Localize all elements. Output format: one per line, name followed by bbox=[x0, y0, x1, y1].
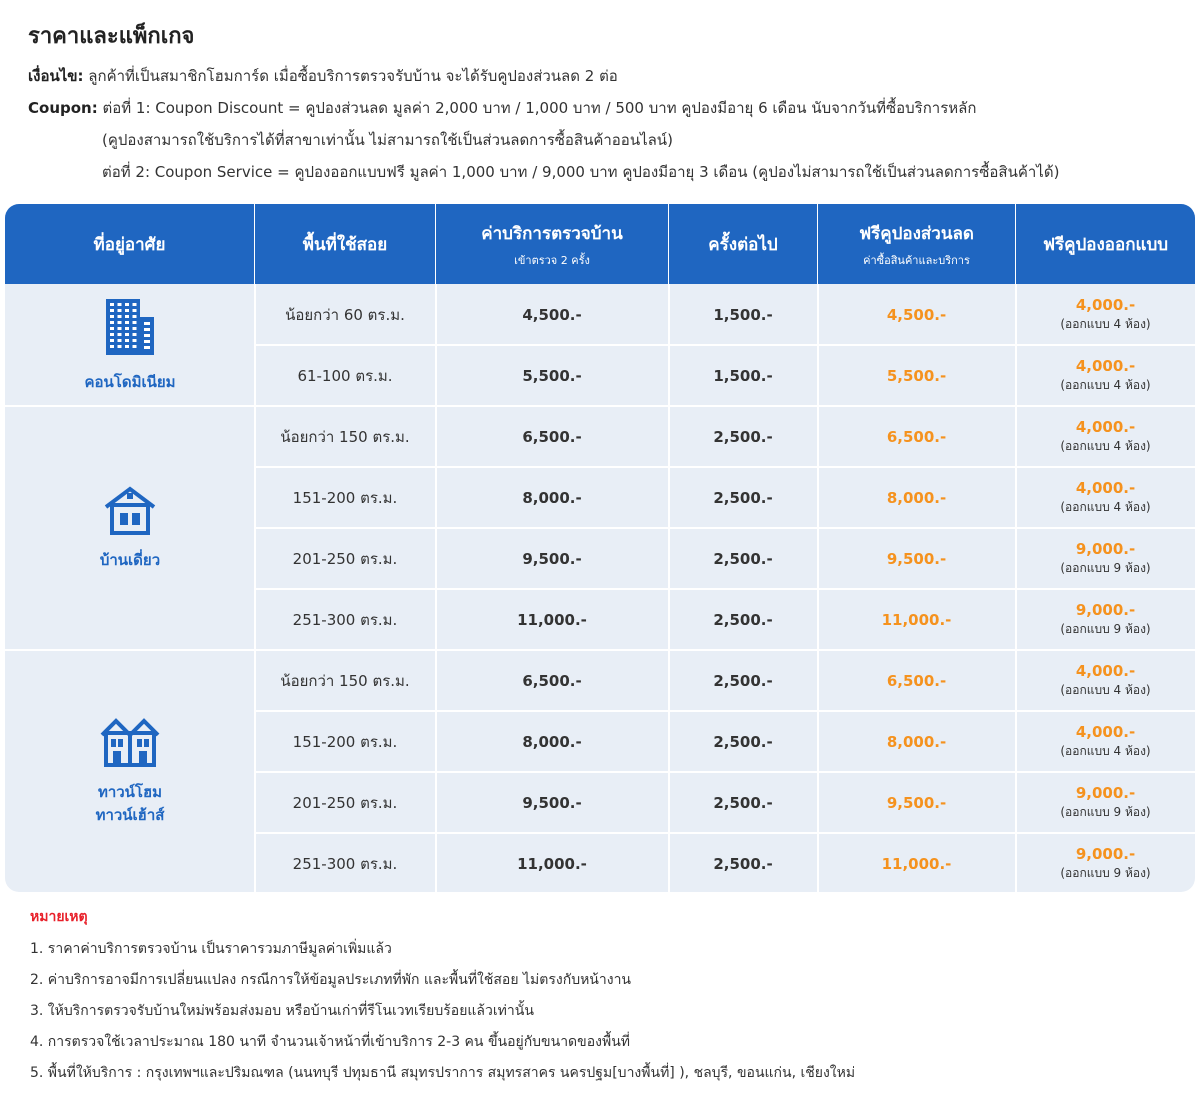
design-coupon-cell bbox=[1016, 650, 1195, 711]
table-row bbox=[255, 650, 1195, 711]
discount-coupon-cell-value: 8,000.- bbox=[886, 488, 947, 507]
table-row bbox=[255, 589, 1195, 650]
row-divider bbox=[255, 344, 1195, 346]
inspection-price-cell bbox=[436, 650, 668, 711]
inspection-price-cell-value: 5,500.- bbox=[522, 366, 582, 385]
note-item: 2. ค่าบริการอาจมีการเปลี่ยนแปลง กรณีการให้ข้อมูลประเภทที่พัก และพื้นที่ใช้สอย ไม่ตรงกับหน้างาน bbox=[30, 972, 632, 988]
column-divider bbox=[254, 284, 256, 892]
building-icon bbox=[100, 297, 160, 361]
residence-type-label: บ้านเดี่ยว bbox=[99, 550, 161, 569]
discount-coupon-cell bbox=[818, 589, 1015, 650]
inspection-price-cell bbox=[436, 284, 668, 345]
header-label: ค่าบริการตรวจบ้าน bbox=[481, 223, 623, 244]
header-sublabel: เข้าตรวจ 2 ครั้ง bbox=[514, 253, 590, 267]
note-item: 1. ราคาค่าบริการตรวจบ้าน เป็นราคารวมภาษีมูลค่าเพิ่มแล้ว bbox=[30, 941, 392, 957]
design-coupon-rooms: (ออกแบบ 9 ห้อง) bbox=[1060, 560, 1151, 575]
design-coupon-cell bbox=[1016, 589, 1195, 650]
design-coupon-value: 9,000.- bbox=[1075, 783, 1136, 802]
area-cell bbox=[255, 345, 435, 406]
note-item: 3. ให้บริการตรวจรับบ้านใหม่พร้อมส่งมอบ หรือบ้านเก่าที่รีโนเวทเรียบร้อยแล้วเท่านั้น bbox=[30, 1003, 534, 1019]
row-divider bbox=[255, 771, 1195, 773]
design-coupon-value: 9,000.- bbox=[1075, 600, 1136, 619]
row-divider bbox=[255, 832, 1195, 834]
row-divider bbox=[255, 527, 1195, 529]
table-row bbox=[255, 833, 1195, 892]
discount-coupon-cell bbox=[818, 772, 1015, 833]
discount-coupon-cell-value: 11,000.- bbox=[881, 610, 952, 629]
header-label: ฟรีคูปองออกแบบ bbox=[1042, 234, 1169, 255]
header-next-time bbox=[669, 204, 818, 284]
inspection-price-cell-value: 11,000.- bbox=[517, 610, 587, 629]
table-row bbox=[255, 528, 1195, 589]
inspection-price-cell-value: 6,500.- bbox=[522, 427, 582, 446]
residence-type bbox=[5, 406, 255, 650]
inspection-price-cell-value: 8,000.- bbox=[522, 732, 582, 751]
next-time-price-cell-value: 2,500.- bbox=[713, 671, 773, 690]
design-coupon-value: 4,000.- bbox=[1075, 722, 1136, 741]
next-time-price-cell-value: 2,500.- bbox=[713, 549, 773, 568]
design-coupon-rooms: (ออกแบบ 4 ห้อง) bbox=[1060, 682, 1151, 697]
area-cell bbox=[255, 833, 435, 892]
header-label: พื้นที่ใช้สอย bbox=[302, 234, 388, 255]
column-divider bbox=[435, 284, 437, 892]
discount-coupon-cell bbox=[818, 528, 1015, 589]
area-cell bbox=[255, 284, 435, 345]
design-coupon-rooms: (ออกแบบ 9 ห้อง) bbox=[1060, 621, 1151, 636]
residence-type bbox=[5, 650, 255, 892]
inspection-price-cell bbox=[436, 711, 668, 772]
discount-coupon-cell bbox=[818, 284, 1015, 345]
inspection-price-cell bbox=[436, 589, 668, 650]
next-time-price-cell bbox=[669, 406, 817, 467]
area-cell-value: น้อยกว่า 150 ตร.ม. bbox=[280, 427, 410, 446]
note-item: 5. พื้นที่ให้บริการ : กรุงเทพฯและปริมณฑล (นนทบุรี ปทุมธานี สมุทรปราการ สมุทรสาคร นครปฐม[บางพื้นที่] ), ชลบุรี, ขอนแก่น, เชียงใหม่ bbox=[30, 1065, 856, 1081]
condition-line bbox=[28, 64, 618, 88]
table-row bbox=[255, 467, 1195, 528]
table-row bbox=[255, 711, 1195, 772]
column-divider bbox=[1015, 284, 1017, 892]
coupon-line-1 bbox=[28, 96, 976, 120]
next-time-price-cell bbox=[669, 711, 817, 772]
design-coupon-value: 4,000.- bbox=[1075, 295, 1136, 314]
discount-coupon-cell-value: 8,000.- bbox=[886, 732, 947, 751]
design-coupon-rooms: (ออกแบบ 9 ห้อง) bbox=[1060, 804, 1151, 819]
notes-heading: หมายเหตุ bbox=[30, 909, 88, 925]
design-coupon-rooms: (ออกแบบ 4 ห้อง) bbox=[1060, 377, 1151, 392]
next-time-price-cell-value: 2,500.- bbox=[713, 488, 773, 507]
coupon-text-1: ต่อที่ 1: Coupon Discount = คูปองส่วนลด มูลค่า 2,000 บาท / 1,000 บาท / 500 บาท คูปองมีอายุ 6 เดือน นับจากวันที่ซื้อบริการหลัก bbox=[102, 99, 977, 117]
next-time-price-cell bbox=[669, 772, 817, 833]
area-cell-value: 251-300 ตร.ม. bbox=[292, 610, 398, 629]
row-divider bbox=[255, 710, 1195, 712]
design-coupon-cell bbox=[1016, 467, 1195, 528]
area-cell-value: 251-300 ตร.ม. bbox=[292, 854, 398, 873]
area-cell bbox=[255, 467, 435, 528]
area-cell-value: 201-250 ตร.ม. bbox=[292, 793, 398, 812]
inspection-price-cell-value: 6,500.- bbox=[522, 671, 582, 690]
design-coupon-cell bbox=[1016, 284, 1195, 345]
discount-coupon-cell bbox=[818, 467, 1015, 528]
next-time-price-cell-value: 2,500.- bbox=[713, 427, 773, 446]
next-time-price-cell bbox=[669, 833, 817, 892]
next-time-price-cell-value: 2,500.- bbox=[713, 793, 773, 812]
design-coupon-cell bbox=[1016, 711, 1195, 772]
design-coupon-value: 4,000.- bbox=[1075, 356, 1136, 375]
inspection-price-cell bbox=[436, 406, 668, 467]
area-cell-value: 61-100 ตร.ม. bbox=[297, 366, 393, 385]
header-design-coupon bbox=[1016, 204, 1195, 284]
table-row bbox=[255, 772, 1195, 833]
design-coupon-rooms: (ออกแบบ 4 ห้อง) bbox=[1060, 743, 1151, 758]
inspection-price-cell-value: 9,500.- bbox=[522, 549, 582, 568]
inspection-price-cell bbox=[436, 467, 668, 528]
area-cell bbox=[255, 711, 435, 772]
area-cell-value: น้อยกว่า 60 ตร.ม. bbox=[285, 305, 405, 324]
condition-text: ลูกค้าที่เป็นสมาชิกโฮมการ์ด เมื่อซื้อบริการตรวจรับบ้าน จะได้รับคูปองส่วนลด 2 ต่อ bbox=[88, 67, 618, 85]
design-coupon-rooms: (ออกแบบ 4 ห้อง) bbox=[1060, 499, 1151, 514]
table-row bbox=[255, 406, 1195, 467]
residence-type-label: ทาวน์โฮม ทาวน์เฮ้าส์ bbox=[95, 783, 165, 824]
page-title: ราคาและแพ็กเกจ bbox=[28, 24, 195, 49]
discount-coupon-cell-value: 6,500.- bbox=[886, 671, 947, 690]
inspection-price-cell-value: 9,500.- bbox=[522, 793, 582, 812]
discount-coupon-cell-value: 9,500.- bbox=[886, 793, 947, 812]
townhouse-icon bbox=[98, 717, 162, 771]
design-coupon-value: 9,000.- bbox=[1075, 539, 1136, 558]
design-coupon-cell bbox=[1016, 528, 1195, 589]
header-label: ที่อยู่อาศัย bbox=[93, 234, 166, 255]
residence-type bbox=[5, 284, 255, 406]
area-cell bbox=[255, 650, 435, 711]
design-coupon-cell bbox=[1016, 406, 1195, 467]
header-residence bbox=[5, 204, 255, 284]
design-coupon-cell bbox=[1016, 345, 1195, 406]
price-table bbox=[5, 204, 1195, 892]
discount-coupon-cell-value: 9,500.- bbox=[886, 549, 947, 568]
discount-coupon-cell-value: 5,500.- bbox=[886, 366, 947, 385]
table-row bbox=[255, 284, 1195, 345]
next-time-price-cell bbox=[669, 528, 817, 589]
area-cell-value: 201-250 ตร.ม. bbox=[292, 549, 398, 568]
discount-coupon-cell-value: 4,500.- bbox=[886, 305, 947, 324]
header-inspection-price bbox=[436, 204, 669, 284]
inspection-price-cell bbox=[436, 833, 668, 892]
discount-coupon-cell-value: 6,500.- bbox=[886, 427, 947, 446]
column-divider bbox=[817, 284, 819, 892]
design-coupon-rooms: (ออกแบบ 9 ห้อง) bbox=[1060, 865, 1151, 880]
design-coupon-value: 4,000.- bbox=[1075, 661, 1136, 680]
design-coupon-rooms: (ออกแบบ 4 ห้อง) bbox=[1060, 438, 1151, 453]
residence-type-label: คอนโดมิเนียม bbox=[84, 372, 176, 391]
row-divider bbox=[255, 588, 1195, 590]
next-time-price-cell-value: 2,500.- bbox=[713, 610, 773, 629]
design-coupon-cell bbox=[1016, 833, 1195, 892]
header-label: ครั้งต่อไป bbox=[708, 234, 778, 255]
design-coupon-value: 4,000.- bbox=[1075, 478, 1136, 497]
next-time-price-cell bbox=[669, 589, 817, 650]
inspection-price-cell bbox=[436, 345, 668, 406]
area-cell-value: 151-200 ตร.ม. bbox=[292, 732, 398, 751]
area-cell-value: น้อยกว่า 150 ตร.ม. bbox=[280, 671, 410, 690]
design-coupon-value: 4,000.- bbox=[1075, 417, 1136, 436]
inspection-price-cell-value: 4,500.- bbox=[522, 305, 582, 324]
note-item: 4. การตรวจใช้เวลาประมาณ 180 นาที จำนวนเจ้าหน้าที่เข้าบริการ 2-3 คน ขึ้นอยู่กับขนาดของพื้นที่ bbox=[30, 1034, 630, 1050]
design-coupon-cell bbox=[1016, 772, 1195, 833]
next-time-price-cell-value: 2,500.- bbox=[713, 854, 773, 873]
next-time-price-cell-value: 1,500.- bbox=[713, 305, 773, 324]
design-coupon-rooms: (ออกแบบ 4 ห้อง) bbox=[1060, 316, 1151, 331]
next-time-price-cell bbox=[669, 650, 817, 711]
area-cell bbox=[255, 589, 435, 650]
header-label: ฟรีคูปองส่วนลด bbox=[859, 223, 974, 244]
row-divider bbox=[255, 466, 1195, 468]
coupon-label: Coupon: bbox=[28, 99, 98, 117]
area-cell bbox=[255, 772, 435, 833]
next-time-price-cell-value: 1,500.- bbox=[713, 366, 773, 385]
inspection-price-cell bbox=[436, 528, 668, 589]
table-header bbox=[5, 204, 1195, 284]
header-sublabel: ค่าซื้อสินค้าและบริการ bbox=[863, 253, 970, 267]
discount-coupon-cell bbox=[818, 406, 1015, 467]
design-coupon-value: 9,000.- bbox=[1075, 844, 1136, 863]
discount-coupon-cell bbox=[818, 711, 1015, 772]
discount-coupon-cell bbox=[818, 345, 1015, 406]
column-divider bbox=[668, 284, 670, 892]
next-time-price-cell bbox=[669, 467, 817, 528]
next-time-price-cell-value: 2,500.- bbox=[713, 732, 773, 751]
discount-coupon-cell-value: 11,000.- bbox=[881, 854, 952, 873]
area-cell bbox=[255, 406, 435, 467]
next-time-price-cell bbox=[669, 345, 817, 406]
table-row bbox=[255, 345, 1195, 406]
header-discount-coupon bbox=[818, 204, 1016, 284]
condition-label: เงื่อนไข: bbox=[28, 67, 84, 85]
inspection-price-cell-value: 8,000.- bbox=[522, 488, 582, 507]
inspection-price-cell bbox=[436, 772, 668, 833]
house-icon bbox=[100, 485, 160, 539]
coupon-line-3: ต่อที่ 2: Coupon Service = คูปองออกแบบฟรี มูลค่า 1,000 บาท / 9,000 บาท คูปองมีอายุ 3 เดือน (คูปองไม่สามารถใช้เป็นส่วนลดการซื้อสินค้าได้) bbox=[102, 163, 1060, 181]
inspection-price-cell-value: 11,000.- bbox=[517, 854, 587, 873]
coupon-line-2: (คูปองสามารถใช้บริการได้ที่สาขาเท่านั้น ไม่สามารถใช้เป็นส่วนลดการซื้อสินค้าออนไลน์) bbox=[102, 131, 673, 149]
area-cell bbox=[255, 528, 435, 589]
discount-coupon-cell bbox=[818, 833, 1015, 892]
next-time-price-cell bbox=[669, 284, 817, 345]
area-cell-value: 151-200 ตร.ม. bbox=[292, 488, 398, 507]
header-area bbox=[255, 204, 436, 284]
discount-coupon-cell bbox=[818, 650, 1015, 711]
